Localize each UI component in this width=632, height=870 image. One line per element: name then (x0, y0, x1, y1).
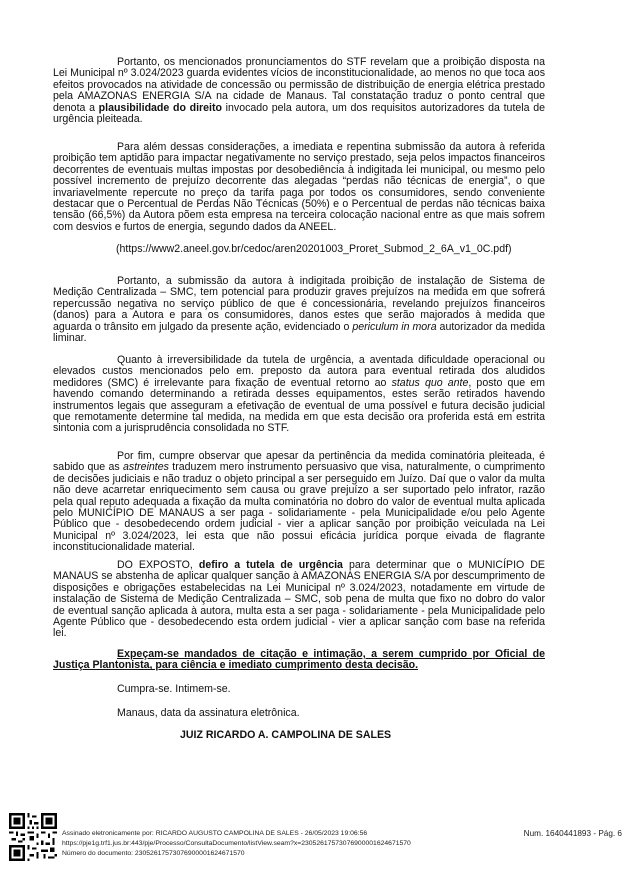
paragraph-text: para determinar que o MUNICÍPIO DE MANAUS se abstenha de aplicar qualquer sanção à AMAZONAS ENERGIA S/A por descumprimento de disposições e obrigações estabelecidas na Lei Municipal nº 3.024/2023, notadamente em virtude de instalação de Sistema de Medição Centralizada – SMC, sob pena de multa que fixo no dobro do valor de eventual sanção aplicada à autora, multa esta a ser paga - solidariamente - pela Municipalidade pelo Agente Público que - desobedecendo esta ordem judicial - vier a aplicar sanção com base na referida lei. (53, 559, 545, 640)
bold-phrase: defiro a tutela de urgência (198, 559, 343, 571)
paragraph-periculum (53, 276, 545, 344)
italic-phrase: periculum in mora (352, 320, 437, 333)
paragraph-ruling (53, 560, 545, 640)
footer-document-number: Número do documento: 23052617573076900001624671570 (62, 850, 245, 857)
bold-phrase: plausibilidade do direito (98, 101, 222, 114)
place-date-line: Manaus, data da assinatura eletrônica. (117, 707, 300, 719)
paragraph-order: Expeçam-se mandados de citação e intimação, a serem cumprido por Oficial de Justiça Plantonista, para ciência e imediato cumprimento desta decisão. (53, 648, 545, 672)
paragraph-text: Portanto, a submissão da autora à indigitada proibição de instalação de Sistema de Medição Centralizada – SMC, tem potencial para produzir graves prejuízos na medida em que sofrerá repercussão negativa no serviço público de que é concessionária, revelando prejuízos financeiros (danos) para a Autora e para os consumidores, danos estes que serão majorados à medida que aguarda o trânsito em julgado da presente ação, evidenciado o (53, 275, 545, 333)
italic-phrase: status quo ante (391, 376, 469, 389)
paragraph-astreintes (53, 451, 545, 554)
paragraph-text: traduzem mero instrumento persuasivo que visa, naturalmente, o cumprimento de decisões judiciais e não traduz o objeto principal a ser perseguido em Juízo. Daí que o valor da multa não deve acarretar enriquecimento sem causa ou grave prejuízo a ser suportado pelo infrator, razão pela qual reputo adequada a fixação da multa cominatória no dobro do valor de eventual multa aplicada pelo MUNICÍPIO DE MANAUS a ser paga - solidariamente - pela Municipalidade e/ou pelo Agente Público que - desobedecendo ordem judicial - vier a aplicar sanção por proibição veiculada na Lei Municipal nº 3.024/2023, lei esta que não possui eficácia jurídica porque eivada de flagrante inconstitucionalidade material. (53, 461, 545, 554)
footer-url[interactable]: https://pje1g.trf1.jus.br:443/pje/Processo/ConsultaDocumento/listView.seam?x=23052617573076900001624671570 (62, 840, 411, 847)
paragraph-text: Por fim, cumpre observar que apesar da pertinência da medida cominatória pleiteada, é sabido que as (53, 450, 545, 474)
paragraph-text: Quanto à irreversibilidade da tutela de urgência, a aventada dificuldade operacional ou elevados custos mencionados pelo em. preposto da autora para eventual retirada dos aludidos medidores (SMC) é irrelevante para fixação de eventual retorno ao (53, 354, 545, 389)
paragraph-text: Portanto, os mencionados pronunciamentos do STF revelam que a proibição disposta na Lei Municipal nº 3.024/2023 guarda evidentes vícios de inconstitucionalidade, ao menos no que toca aos efeitos provocados na atividade de concessão ou permissão de distribuição de energia elétrica prestado pela AMAZONAS ENERGIA S/A na cidade de Manaus. Tal constatação traduz o ponto central que denota a (53, 56, 545, 114)
paragraph-plausibility (53, 57, 545, 125)
footer-signed-by: Assinado eletronicamente por: RICARDO AUGUSTO CAMPOLINA DE SALES - 26/05/2023 19:06:56 (62, 830, 368, 837)
paragraph-text: , posto que em havendo comando determinando a retirada desses equipamentos, estes serão retirados havendo instrumentos legais que asseguram a efetivação de eventual de uma possível e futura decisão judicial que remotamente determine tal medida, na medida em que esta decisão ora proferida está em estrita sintonia com a jurisprudência consolidada no STF. (53, 376, 545, 435)
paragraph-text: invocado pela autora, um dos requisitos autorizadores da tutela de urgência pleiteada. (53, 101, 545, 126)
paragraph-text: DO EXPOSTO, (117, 559, 199, 571)
closing-line: Cumpra-se. Intimem-se. (117, 683, 231, 695)
paragraph-irreversibility (53, 355, 545, 435)
qr-code-icon (9, 813, 57, 861)
italic-phrase: astreintes (123, 461, 169, 474)
judge-signature: JUIZ RICARDO A. CAMPOLINA DE SALES (180, 729, 392, 741)
paragraph-text: autorizador da medida liminar. (53, 320, 546, 345)
aneel-url: (https://www2.aneel.gov.br/cedoc/aren20201003_Proret_Submod_2_6A_v1_0C.pdf) (116, 243, 512, 255)
paragraph-impact: Para além dessas considerações, a imediata e repentina submissão da autora à referida proibição tem aptidão para impactar negativamente no serviço prestado, seja pelos impactos financeiros decorrentes de eventuais multas impostas por desobediência à indigitada lei municipal, ou mesmo pelo possível incremento de prejuízo decorrente das alegadas “perdas não técnicas de energia”, o que invariavelmente repercute no preço da tarifa paga por todos os consumidores, sendo conveniente destacar que o Percentual de Perdas Não Técnicas (50%) e o Percentual de perdas não técnicas baixa tensão (66,5%) da Autora põem esta empresa na terceira colocação nacional entre as que mais sofrem com desvios e furtos de energia, segundo dados da ANEEL. (53, 141, 545, 233)
page-number: Num. 1640441893 - Pág. 6 (523, 829, 622, 838)
